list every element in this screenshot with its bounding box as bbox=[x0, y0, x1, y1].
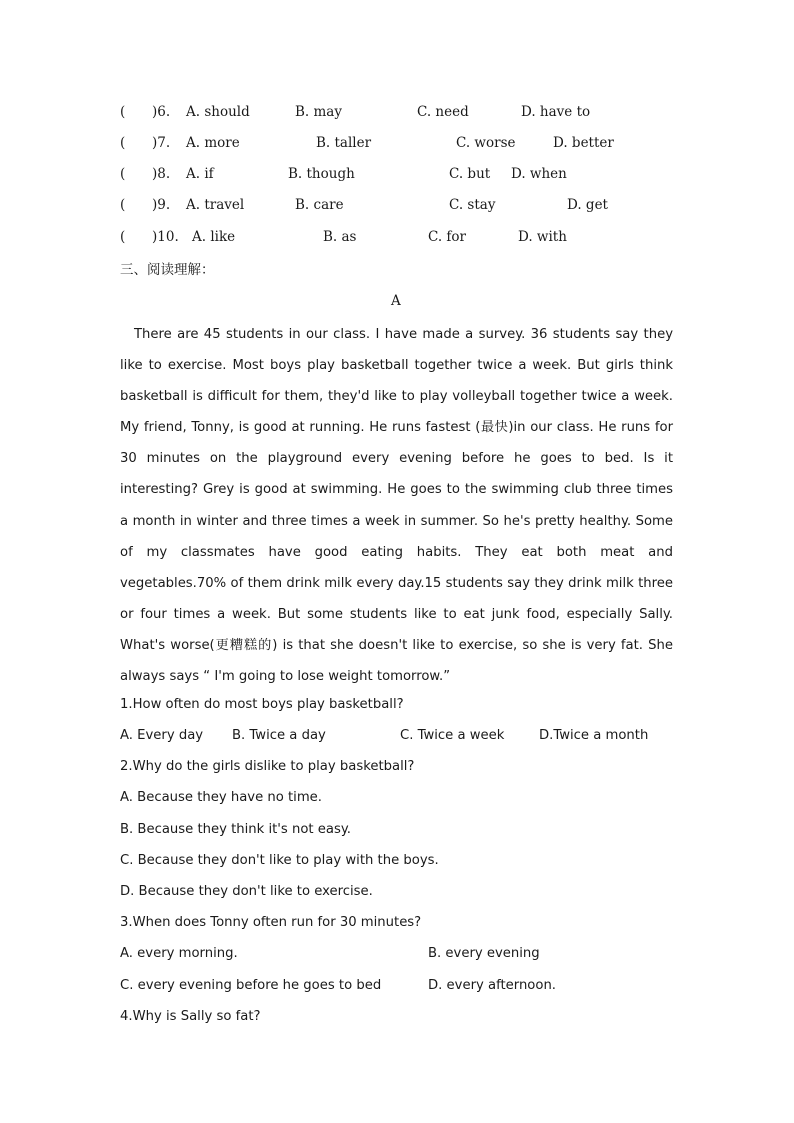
q1-option-b: B. Twice a day bbox=[232, 728, 326, 743]
cloze-row-9 bbox=[120, 195, 720, 215]
option-c: C. but bbox=[449, 166, 491, 182]
option-c: C. stay bbox=[449, 197, 496, 213]
q3-option-c: C. every evening before he goes to bed bbox=[120, 978, 382, 993]
option-c: C. need bbox=[417, 104, 469, 120]
option-d: D. have to bbox=[521, 104, 591, 120]
option-a: A. travel bbox=[186, 197, 245, 213]
option-a: A. if bbox=[186, 166, 214, 182]
cloze-row-10 bbox=[120, 227, 720, 247]
question-4-stem: 4.Why is Sally so fat? bbox=[120, 1009, 261, 1024]
answer-paren: ( bbox=[120, 166, 126, 182]
option-a: A. more bbox=[186, 135, 240, 151]
option-d: D. better bbox=[553, 135, 614, 151]
answer-paren: ( bbox=[120, 135, 126, 151]
option-d: D. get bbox=[567, 197, 608, 213]
option-d: D. when bbox=[511, 166, 567, 182]
reading-passage: There are 45 students in our class. I have made a survey. 36 students say they like to exercise. Most boys play basketball together twice a week. But girls think basketball is difficult for them, they'd like to play volleyball together twice a week. My friend, Tonny, is good at running. He runs fastest (最快)in our class. He runs for 30 minutes on the playground every evening before he goes to bed. Is it interesting? Grey is good at swimming. He goes to the swimming club three times a month in winter and three times a week in summer. So he's pretty healthy. Some of my classmates have good eating habits. They eat both meat and vegetables.70% of them drink milk every day.15 students say they drink milk three or four times a week. But some students like to eat junk food, especially Sally. What's worse(更糟糕的) is that she doesn't like to exercise, so she is very fat. She always says “ I'm going to lose weight tomorrow.” bbox=[120, 327, 673, 685]
q3-option-d: D. every afternoon. bbox=[428, 978, 556, 993]
section-title: 三、阅读理解： bbox=[120, 262, 215, 278]
question-2-stem: 2.Why do the girls dislike to play basketball? bbox=[120, 759, 415, 774]
option-a: A. should bbox=[186, 104, 250, 120]
question-number: )8. bbox=[152, 166, 171, 182]
option-a: A. like bbox=[192, 229, 236, 245]
question-number: )7. bbox=[152, 135, 171, 151]
q2-option-d: D. Because they don't like to exercise. bbox=[120, 884, 373, 899]
question-number: )9. bbox=[152, 197, 171, 213]
answer-paren: ( bbox=[120, 104, 126, 120]
q2-option-a: A. Because they have no time. bbox=[120, 790, 322, 805]
question-3-stem: 3.When does Tonny often run for 30 minutes? bbox=[120, 915, 422, 930]
option-c: C. for bbox=[428, 229, 467, 245]
question-number: )6. bbox=[152, 104, 171, 120]
option-b: B. as bbox=[323, 229, 357, 245]
option-b: B. though bbox=[288, 166, 355, 182]
option-c: C. worse bbox=[456, 135, 516, 151]
question-1-stem: 1.How often do most boys play basketball? bbox=[120, 697, 404, 712]
option-b: B. may bbox=[295, 104, 342, 120]
answer-paren: ( bbox=[120, 229, 126, 245]
cloze-row-8 bbox=[120, 164, 720, 184]
cloze-row-6 bbox=[120, 102, 720, 122]
passage-letter: A bbox=[391, 293, 401, 309]
q1-option-a: A. Every day bbox=[120, 728, 204, 743]
option-b: B. care bbox=[295, 197, 344, 213]
cloze-row-7 bbox=[120, 133, 720, 153]
q3-option-b: B. every evening bbox=[428, 946, 540, 961]
answer-paren: ( bbox=[120, 197, 126, 213]
question-number: )10. bbox=[152, 229, 179, 245]
option-d: D. with bbox=[518, 229, 567, 245]
q2-option-c: C. Because they don't like to play with the boys. bbox=[120, 853, 439, 868]
q1-option-d: D.Twice a month bbox=[539, 728, 649, 743]
q1-option-c: C. Twice a week bbox=[400, 728, 505, 743]
q3-option-a: A. every morning. bbox=[120, 946, 238, 961]
q2-option-b: B. Because they think it's not easy. bbox=[120, 822, 351, 837]
option-b: B. taller bbox=[316, 135, 372, 151]
